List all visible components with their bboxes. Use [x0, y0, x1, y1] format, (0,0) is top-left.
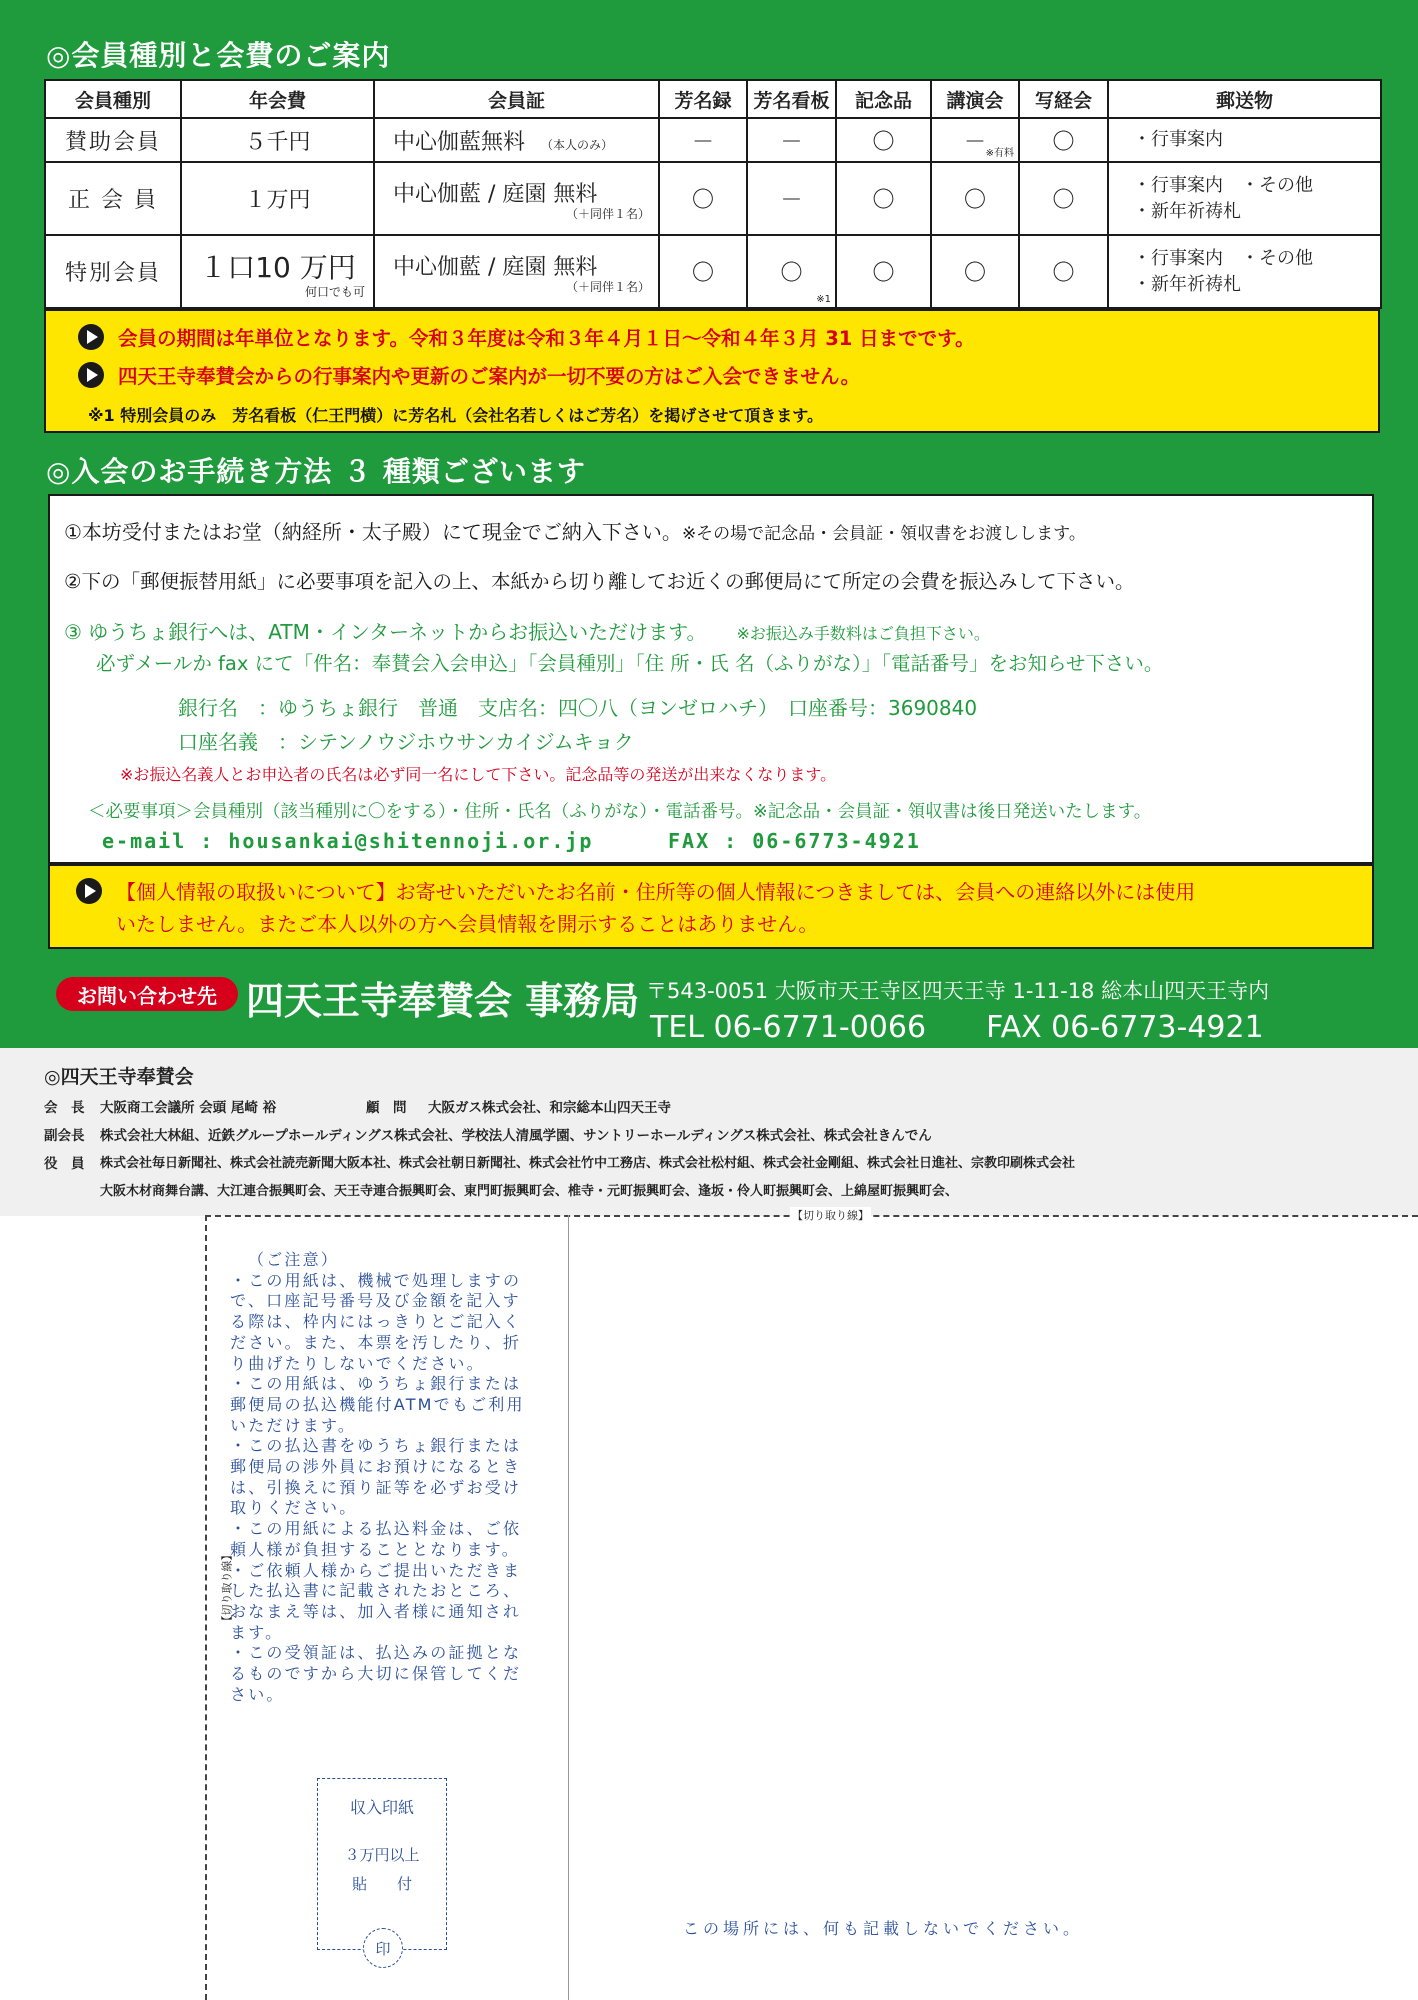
cut-label: 【切り取り線】 — [220, 1549, 234, 1627]
col-header: 会員証 — [374, 80, 659, 118]
required-items: ＜必要事項＞会員種別（該当種別に〇をする）・住所・氏名（ふりがな）・電話番号。※記念品・会員証・領収書は後日発送いたします。 — [88, 802, 1152, 822]
revenue-stamp-box — [317, 1778, 447, 1950]
book-mark: 〇 — [659, 162, 747, 235]
mail-items — [1108, 162, 1381, 235]
officer-label: 役 員 — [44, 1156, 85, 1172]
mail-items — [1108, 235, 1381, 308]
email-link[interactable]: e-mail : housankai@shitennoji.or.jp — [102, 829, 594, 853]
advisor-label: 顧 問 — [366, 1100, 407, 1116]
note-item: ・この受領証は、払込みの証拠となるものですから大切に保管してください。 — [230, 1643, 522, 1704]
cert-note: （＋同伴１名） — [565, 280, 650, 295]
note-item: ・この払込書をゆうちょ銀行または郵便局の渉外員にお預けになるときは、引換えに預り証等を必ずお受け取りください。 — [230, 1436, 522, 1518]
fax-number: FAX : 06-6773-4921 — [668, 829, 921, 853]
mail-items — [1108, 118, 1381, 162]
play-icon — [78, 324, 104, 350]
col-header: 年会費 — [181, 80, 374, 118]
annual-fee — [181, 118, 374, 162]
annual-fee — [181, 162, 374, 235]
step-1-note: ※その場で記念品・会員証・領収書をお渡しします。 — [681, 524, 1086, 544]
lecture-mark: 〇 — [931, 162, 1019, 235]
fees-title: ◎会員種別と会費のご案内 — [46, 39, 391, 72]
lecture-mark — [931, 118, 1019, 162]
procedure-title: ◎入会のお手続き方法 ３ 種類ございます — [46, 455, 586, 488]
member-type: 特別会員 — [45, 235, 181, 308]
note-item: ・ご依頼人様からご提出いただきました払込書に記載されたおところ、おなまえ等は、加入者様に通知されます。 — [230, 1560, 522, 1642]
play-icon — [76, 878, 102, 904]
note-item: ・この用紙による払込料金は、ご依頼人様が負担することとなります。 — [230, 1519, 522, 1559]
advisor: 大阪ガス株式会社、和宗総本山四天王寺 — [428, 1100, 671, 1116]
step-1-text: ①本坊受付またはお堂（納経所・太子殿）にて現金でご納入下さい。 — [64, 520, 682, 544]
cut-label: 【切り取り線】 — [792, 1209, 869, 1222]
privacy-line: 【個人情報の取扱いについて】お寄せいただいたお名前・住所等の個人情報につきましては、会員への連絡以外には使用 — [116, 880, 1196, 904]
account-holder: 口座名義 ：シテンノウジホウサンカイジムキョク — [178, 730, 634, 754]
tel-number[interactable]: TEL 06-6771-0066 — [650, 1010, 927, 1045]
officers: 大阪木材商舞台講、大江連合振興町会、天王寺連合振興町会、東門町振興町会、椎寺・元町振興町会、逢坂・伶人町振興町会、上綿屋町振興町会、 — [100, 1184, 959, 1199]
table-row — [45, 162, 1381, 235]
table-header-row — [45, 80, 1381, 118]
fee-value: １口10 万円 — [199, 250, 356, 284]
notice-item — [78, 323, 975, 351]
mail-item: ・行事案内 ・その他 — [1133, 247, 1313, 269]
annual-fee — [181, 235, 374, 308]
mail-item: ・行事案内 — [1133, 129, 1223, 151]
privacy-text — [116, 876, 1195, 940]
col-header: 記念品 — [836, 80, 931, 118]
sign-mark — [747, 235, 836, 308]
cert-text: 中心伽藍 / 庭園 無料 — [393, 182, 598, 208]
stamp-title: 収入印紙 — [349, 1798, 414, 1817]
fee-table — [44, 79, 1382, 309]
play-icon — [78, 362, 104, 388]
step-3-instructions: 必ずメールか fax にて「件名：奉賛会入会申込」「会員種別」「住 所・氏 名（ふりがな）」「電話番号」をお知らせ下さい。 — [96, 652, 1164, 675]
chair: 大阪商工会議所 会頭 尾崎 裕 — [100, 1100, 277, 1116]
book-mark: － — [659, 118, 747, 162]
col-header: 郵送物 — [1108, 80, 1381, 118]
org-address: 〒543-0051 大阪市天王寺区四天王寺 1-11-18 総本山四天王寺内 — [646, 979, 1270, 1003]
cert-note: （本人のみ） — [547, 137, 614, 152]
step-1 — [64, 516, 1086, 545]
sutra-mark: 〇 — [1019, 162, 1108, 235]
member-card — [374, 118, 659, 162]
col-header: 芳名録 — [659, 80, 747, 118]
mail-item: ・新年祈祷札 — [1133, 200, 1241, 222]
gift-mark: 〇 — [836, 118, 931, 162]
col-header: 会員種別 — [45, 80, 181, 118]
sutra-mark: 〇 — [1019, 118, 1108, 162]
fee-value: １万円 — [244, 188, 311, 214]
privacy-line: いたしません。またご本人以外の方へ会員情報を開示することはありません。 — [116, 912, 819, 936]
org-phones — [650, 1002, 1264, 1046]
note-item: ・この用紙は、ゆうちょ銀行または郵便局の払込機能付ATMでもご利用いただけます。 — [230, 1374, 525, 1435]
org-name: 四天王寺奉賛会 事務局 — [246, 979, 640, 1023]
col-header: 講演会 — [931, 80, 1019, 118]
cert-text: 中心伽藍 / 庭園 無料 — [393, 255, 598, 281]
lecture-mark: 〇 — [931, 235, 1019, 308]
fee-note: 何口でも可 — [304, 284, 365, 299]
sutra-mark: 〇 — [1019, 235, 1108, 308]
name-warning: ※お振込名義人とお申込者の氏名は必ず同一名にして下さい。記念品等の発送が出来なくなります。 — [120, 765, 837, 784]
lecture-note: ※有料 — [985, 148, 1014, 160]
notice-text: 会員の期間は年単位となります。令和３年度は令和３年４月１日～令和４年３月 31 日までです。 — [118, 327, 975, 350]
vice: 株式会社大林組、近鉄グループホールディングス株式会社、学校法人清風学園、サントリーホールディングス株式会社、株式会社きんでん — [100, 1128, 932, 1144]
slip-divider — [568, 1215, 569, 2000]
member-type: 正 会 員 — [45, 162, 181, 235]
stamp-line: ３万円以上 — [344, 1846, 420, 1864]
mail-item: ・行事案内 ・その他 — [1133, 174, 1313, 196]
notice-text: 四天王寺奉賛会からの行事案内や更新のご案内が一切不要の方はご入会できません。 — [118, 365, 861, 388]
gift-mark: 〇 — [836, 162, 931, 235]
bank-info: 銀行名 ：ゆうちょ銀行 普通 支店名：四〇八（ヨンゼロハチ） 口座番号：3690840 — [178, 696, 978, 720]
step-2: ②下の「郵便振替用紙」に必要事項を記入の上、本紙から切り離してお近くの郵便局にて所定の会費を振込みして下さい。 — [64, 570, 1135, 593]
fax-number: FAX 06-6773-4921 — [986, 1010, 1264, 1045]
gift-mark: 〇 — [836, 235, 931, 308]
slip-notes — [230, 1250, 535, 1705]
sign-mark: － — [747, 118, 836, 162]
sponsor-title: ◎四天王寺奉賛会 — [44, 1066, 194, 1088]
step-3 — [64, 616, 990, 645]
member-type: 賛助会員 — [45, 118, 181, 162]
notice-footnote: ※1 特別会員のみ 芳名看板（仁王門横）に芳名札（会社名若しくはご芳名）を掲げさせて頂きます。 — [88, 406, 823, 425]
member-card — [374, 162, 659, 235]
privacy-item — [76, 876, 1195, 940]
table-row — [45, 118, 1381, 162]
col-header: 芳名看板 — [747, 80, 836, 118]
sponsor-list — [0, 1048, 1418, 1216]
officers: 株式会社毎日新聞社、株式会社読売新聞大阪本社、株式会社朝日新聞社、株式会社竹中工務店、株式会社松村組、株式会社金剛組、株式会社日進社、宗教印刷株式会社 — [100, 1156, 1076, 1171]
seal-circle: 印 — [363, 1928, 403, 1968]
cert-text: 中心伽藍無料 — [393, 129, 526, 155]
chair-label: 会 長 — [44, 1100, 85, 1116]
vice-label: 副会長 — [44, 1128, 85, 1144]
procedure-box — [48, 494, 1374, 864]
col-header: 写経会 — [1019, 80, 1108, 118]
note-item: ・この用紙は、機械で処理しますので、口座記号番号及び金額を記入する際は、枠内にはっきりとご記入ください。また、本票を汚したり、折り曲げたりしないでください。 — [230, 1270, 522, 1373]
mail-item: ・新年祈祷札 — [1133, 273, 1241, 295]
blank-area-notice: この場所には、何も記載しないでください。 — [683, 1919, 1084, 1938]
notice-item — [78, 361, 860, 389]
contact-label: お問い合わせ先 — [56, 977, 238, 1011]
sign-note: ※1 — [816, 294, 831, 305]
step-3-note: ※お振込み手数料はご負担下さい。 — [736, 624, 990, 643]
lecture-value: － — [963, 129, 986, 155]
fee-value: ５千円 — [244, 129, 311, 155]
table-row — [45, 235, 1381, 308]
notice-box — [44, 309, 1380, 433]
stamp-line: 貼 付 — [351, 1875, 412, 1893]
notes-title: （ご注意） — [248, 1250, 340, 1269]
cut-line — [205, 1215, 207, 2000]
book-mark: 〇 — [659, 235, 747, 308]
sign-value: 〇 — [780, 261, 803, 287]
member-card — [374, 235, 659, 308]
privacy-box — [48, 864, 1374, 949]
step-3-text: ③ ゆうちょ銀行へは、ATM・インターネットからお振込いただけます。 — [64, 620, 697, 644]
sign-mark: － — [747, 162, 836, 235]
cert-note: （＋同伴１名） — [565, 207, 650, 222]
